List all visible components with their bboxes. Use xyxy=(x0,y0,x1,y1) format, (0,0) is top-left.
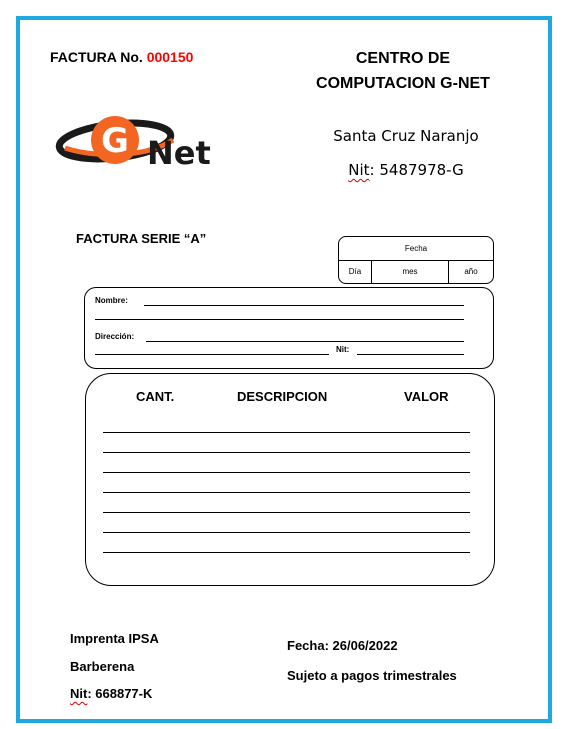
date-box xyxy=(338,236,494,284)
company-nit-label: Nit xyxy=(348,161,370,179)
company-nit xyxy=(316,161,496,179)
company-name xyxy=(292,46,514,96)
name-line xyxy=(144,305,464,306)
name-line-2 xyxy=(95,319,464,320)
client-nit-label: Nit: xyxy=(336,345,350,354)
date-year-label: año xyxy=(464,267,478,276)
col-quantity: CANT. xyxy=(136,389,175,404)
item-line xyxy=(103,512,470,513)
printer-name: Imprenta IPSA xyxy=(70,631,159,646)
company-location: Santa Cruz Naranjo xyxy=(333,127,479,145)
gnet-logo xyxy=(55,114,261,170)
invoice-number-label: FACTURA No. xyxy=(50,49,147,65)
issue-date: Fecha: 26/06/2022 xyxy=(287,638,398,653)
date-month-label: mes xyxy=(372,260,449,283)
client-box xyxy=(84,287,494,369)
item-line xyxy=(103,432,470,433)
printer-nit-value: : 668877-K xyxy=(87,686,153,701)
item-line xyxy=(103,472,470,473)
address-line xyxy=(146,341,464,342)
company-name-line2: COMPUTACION G-NET xyxy=(316,75,490,92)
client-nit-line xyxy=(357,354,464,355)
col-value: VALOR xyxy=(404,389,449,404)
date-day-label: Día xyxy=(339,260,372,283)
printer-nit-label: Nit xyxy=(70,686,88,701)
invoice-number-value: 000150 xyxy=(146,49,194,65)
date-box-title: Fecha xyxy=(339,237,493,261)
invoice-series: FACTURA SERIE “A” xyxy=(76,231,207,246)
address-line-2 xyxy=(95,354,329,355)
address-label: Dirección: xyxy=(95,332,135,341)
payment-note: Sujeto a pagos trimestrales xyxy=(287,668,457,683)
logo-net-text: Net xyxy=(147,134,211,170)
item-line xyxy=(103,532,470,533)
item-line xyxy=(103,492,470,493)
printer-city: Barberena xyxy=(70,659,135,674)
printer-nit xyxy=(70,686,152,701)
col-description: DESCRIPCION xyxy=(237,389,328,404)
items-box xyxy=(85,373,495,586)
company-nit-value: : 5487978-G xyxy=(369,161,464,179)
invoice-number xyxy=(50,49,193,65)
logo-g-letter: G xyxy=(101,121,129,161)
item-line xyxy=(103,452,470,453)
name-label: Nombre: xyxy=(95,296,128,305)
item-line xyxy=(103,552,470,553)
company-name-line1: CENTRO DE xyxy=(355,50,451,67)
